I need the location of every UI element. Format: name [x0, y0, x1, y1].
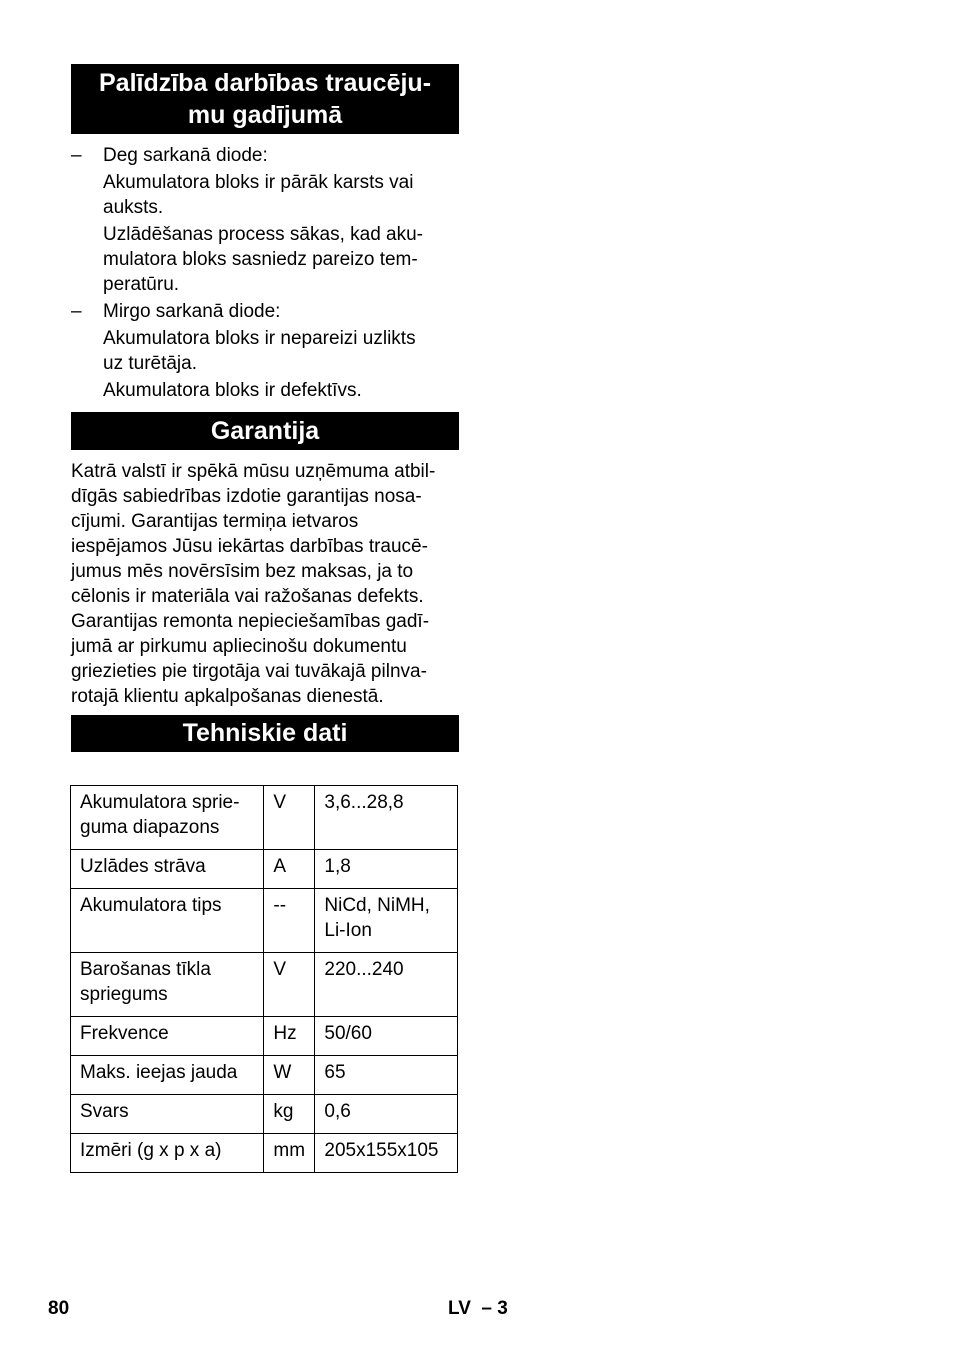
table-row — [71, 786, 458, 850]
troubleshooting-heading — [71, 64, 459, 134]
spec-unit: W — [264, 1056, 315, 1095]
text-line: 3,6...28,8 — [324, 792, 404, 813]
text-line: 220...240 — [324, 959, 404, 980]
text-line: Izmēri (g x p x a) — [80, 1140, 222, 1161]
text-line: rotajā klientu apkalpošanas dienestā. — [71, 686, 384, 707]
table-row — [71, 953, 458, 1017]
text-line: uz turētāja. — [103, 353, 197, 374]
table-row — [71, 1134, 458, 1173]
text-line: cījumi. Garantijas termiņa ietvaros — [71, 511, 359, 532]
spec-label — [71, 889, 264, 953]
spec-unit: V — [264, 953, 315, 1017]
heading-line: Palīdzība darbības traucēju- — [98, 69, 432, 97]
text-line: Katrā valstī ir spēkā mūsu uzņēmuma atbil- — [71, 461, 436, 482]
list-item — [71, 143, 459, 297]
item-paragraph — [103, 170, 459, 220]
spec-label — [71, 850, 264, 889]
text-line: Barošanas tīkla — [80, 959, 211, 980]
spec-unit: -- — [264, 889, 315, 953]
text-line: spriegums — [80, 984, 168, 1005]
warranty-paragraph — [71, 459, 459, 709]
text-line: Frekvence — [80, 1023, 169, 1044]
spec-label — [71, 786, 264, 850]
text-line: jumus mēs novērsīsim bez maksas, ja to — [71, 561, 414, 582]
spec-label — [71, 1095, 264, 1134]
text-line: Akumulatora bloks ir defektīvs. — [103, 380, 362, 401]
text-line: 65 — [324, 1062, 346, 1083]
text-line: Akumulatora bloks ir pārāk karsts vai — [103, 172, 414, 193]
text-line: cēlonis ir materiāla vai ražošanas defekts. — [71, 586, 424, 607]
text-line: Akumulatora bloks ir nepareizi uzlikts — [103, 328, 416, 349]
text-line: Maks. ieejas jauda — [80, 1062, 238, 1083]
spec-label — [71, 1134, 264, 1173]
spec-unit: A — [264, 850, 315, 889]
tech-data-table — [70, 785, 458, 1173]
text-line: NiCd, NiMH, — [324, 895, 430, 916]
tech-data-heading: Tehniskie dati — [71, 715, 459, 752]
text-line: iespējamos Jūsu iekārtas darbības traucē- — [71, 536, 428, 557]
section-marker: LV – 3 — [448, 1298, 508, 1319]
spec-value — [315, 850, 458, 889]
item-label: Deg sarkanā diode: — [103, 145, 268, 166]
spec-label — [71, 1017, 264, 1056]
spec-value — [315, 1134, 458, 1173]
warranty-heading: Garantija — [71, 412, 459, 450]
heading-line: mu gadījumā — [187, 101, 343, 129]
table-row — [71, 1095, 458, 1134]
list-item — [71, 299, 459, 403]
text-line: Akumulatora sprie- — [80, 792, 240, 813]
dash-marker: – — [71, 145, 82, 166]
text-line: 205x155x105 — [324, 1140, 439, 1161]
text-line: mulatora bloks sasniedz pareizo tem- — [103, 249, 418, 270]
spec-unit: Hz — [264, 1017, 315, 1056]
text-line: Akumulatora tips — [80, 895, 222, 916]
item-label: Mirgo sarkanā diode: — [103, 301, 281, 322]
text-line: Garantijas remonta nepieciešamības gadī- — [71, 611, 430, 632]
spec-unit: mm — [264, 1134, 315, 1173]
text-line: dīgās sabiedrības izdotie garantijas nosa- — [71, 486, 422, 507]
text-line: Uzlādes strāva — [80, 856, 206, 877]
text-line: guma diapazons — [80, 817, 220, 838]
text-line: 0,6 — [324, 1101, 351, 1122]
spec-value — [315, 953, 458, 1017]
table-row — [71, 1017, 458, 1056]
text-line: Svars — [80, 1101, 129, 1122]
text-line: griezieties pie tirgotāja vai tuvākajā pilnva- — [71, 661, 427, 682]
dash-marker: – — [71, 301, 82, 322]
troubleshooting-list — [71, 143, 459, 403]
text-line: auksts. — [103, 197, 164, 218]
spec-unit: V — [264, 786, 315, 850]
spec-value — [315, 1056, 458, 1095]
spec-value — [315, 786, 458, 850]
table-row — [71, 889, 458, 953]
spec-value — [315, 889, 458, 953]
text-line: 50/60 — [324, 1023, 372, 1044]
spec-value — [315, 1017, 458, 1056]
table-row — [71, 850, 458, 889]
text-line: jumā ar pirkumu apliecinošu dokumentu — [71, 636, 407, 657]
text-line: Li-Ion — [324, 920, 372, 941]
item-paragraph — [103, 378, 459, 403]
item-paragraph — [103, 222, 459, 297]
item-paragraph — [103, 326, 459, 376]
text-line: peratūru. — [103, 274, 180, 295]
page-number: 80 — [48, 1298, 70, 1319]
spec-label — [71, 953, 264, 1017]
text-line: 1,8 — [324, 856, 351, 877]
text-line: Uzlādēšanas process sākas, kad aku- — [103, 224, 423, 245]
spec-value — [315, 1095, 458, 1134]
table-row — [71, 1056, 458, 1095]
spec-unit: kg — [264, 1095, 315, 1134]
spec-label — [71, 1056, 264, 1095]
